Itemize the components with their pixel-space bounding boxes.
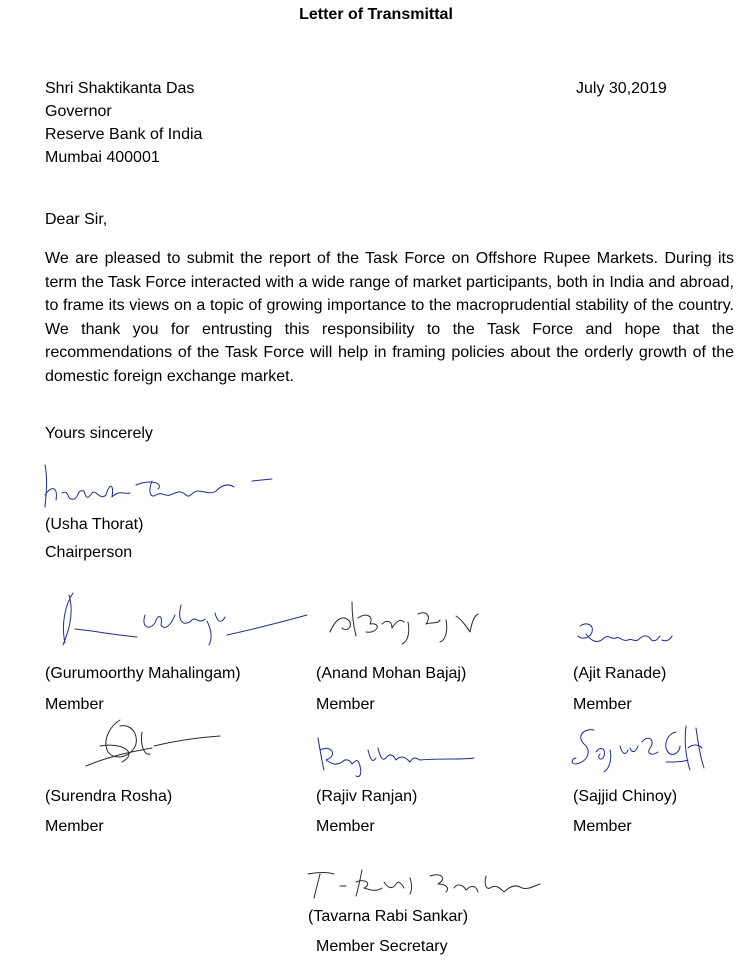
member-role-5: Member (316, 818, 375, 835)
letter-body: We are pleased to submit the report of the Task Force on Offshore Rupee Markets. During its term the Task Force interacted with a wide range of market participants, both in India and abroad, to frame its views on a topic of growing importance to the macroprudential stability of the country. We thank you for entrusting this responsibility to the Task Force and hope that the recommendations of the Task Force will help in framing policies about the orderly growth of the domestic foreign exchange market. (45, 250, 734, 385)
member-role-1: Member (45, 696, 104, 713)
recipient-organization: Reserve Bank of India (45, 126, 203, 143)
member-name-3: (Ajit Ranade) (573, 665, 667, 682)
member-name-5: (Rajiv Ranjan) (316, 788, 418, 805)
page-title: Letter of Transmittal (299, 6, 453, 23)
member-role-6: Member (573, 818, 632, 835)
secretary-role: Member Secretary (316, 938, 448, 955)
letter-date: July 30,2019 (576, 80, 667, 97)
member-name-6: (Sajjid Chinoy) (573, 788, 678, 805)
recipient-designation: Governor (45, 103, 112, 120)
member-name-4: (Surendra Rosha) (45, 788, 173, 805)
member-name-2: (Anand Mohan Bajaj) (316, 665, 467, 682)
chair-name: (Usha Thorat) (45, 516, 144, 533)
signature-usha-thorat (40, 455, 280, 515)
member-name-1: (Gurumoorthy Mahalingam) (45, 665, 241, 682)
signature-sajjid-chinoy (566, 718, 716, 783)
signature-gurumoorthy-mahalingam (45, 585, 325, 655)
recipient-name: Shri Shaktikanta Das (45, 80, 195, 97)
member-role-4: Member (45, 818, 104, 835)
recipient-city: Mumbai 400001 (45, 149, 160, 166)
salutation: Dear Sir, (45, 211, 108, 228)
member-role-2: Member (316, 696, 375, 713)
signature-ajit-ranade (572, 614, 692, 654)
signature-tavarna-rabi-sankar (300, 862, 560, 902)
signature-anand-mohan-bajaj (322, 592, 502, 647)
signature-surendra-rosha (80, 712, 230, 772)
closing: Yours sincerely (45, 425, 153, 442)
secretary-name: (Tavarna Rabi Sankar) (308, 908, 469, 925)
chair-role: Chairperson (45, 544, 133, 561)
signature-rajiv-ranjan (312, 730, 482, 780)
member-role-3: Member (573, 696, 632, 713)
